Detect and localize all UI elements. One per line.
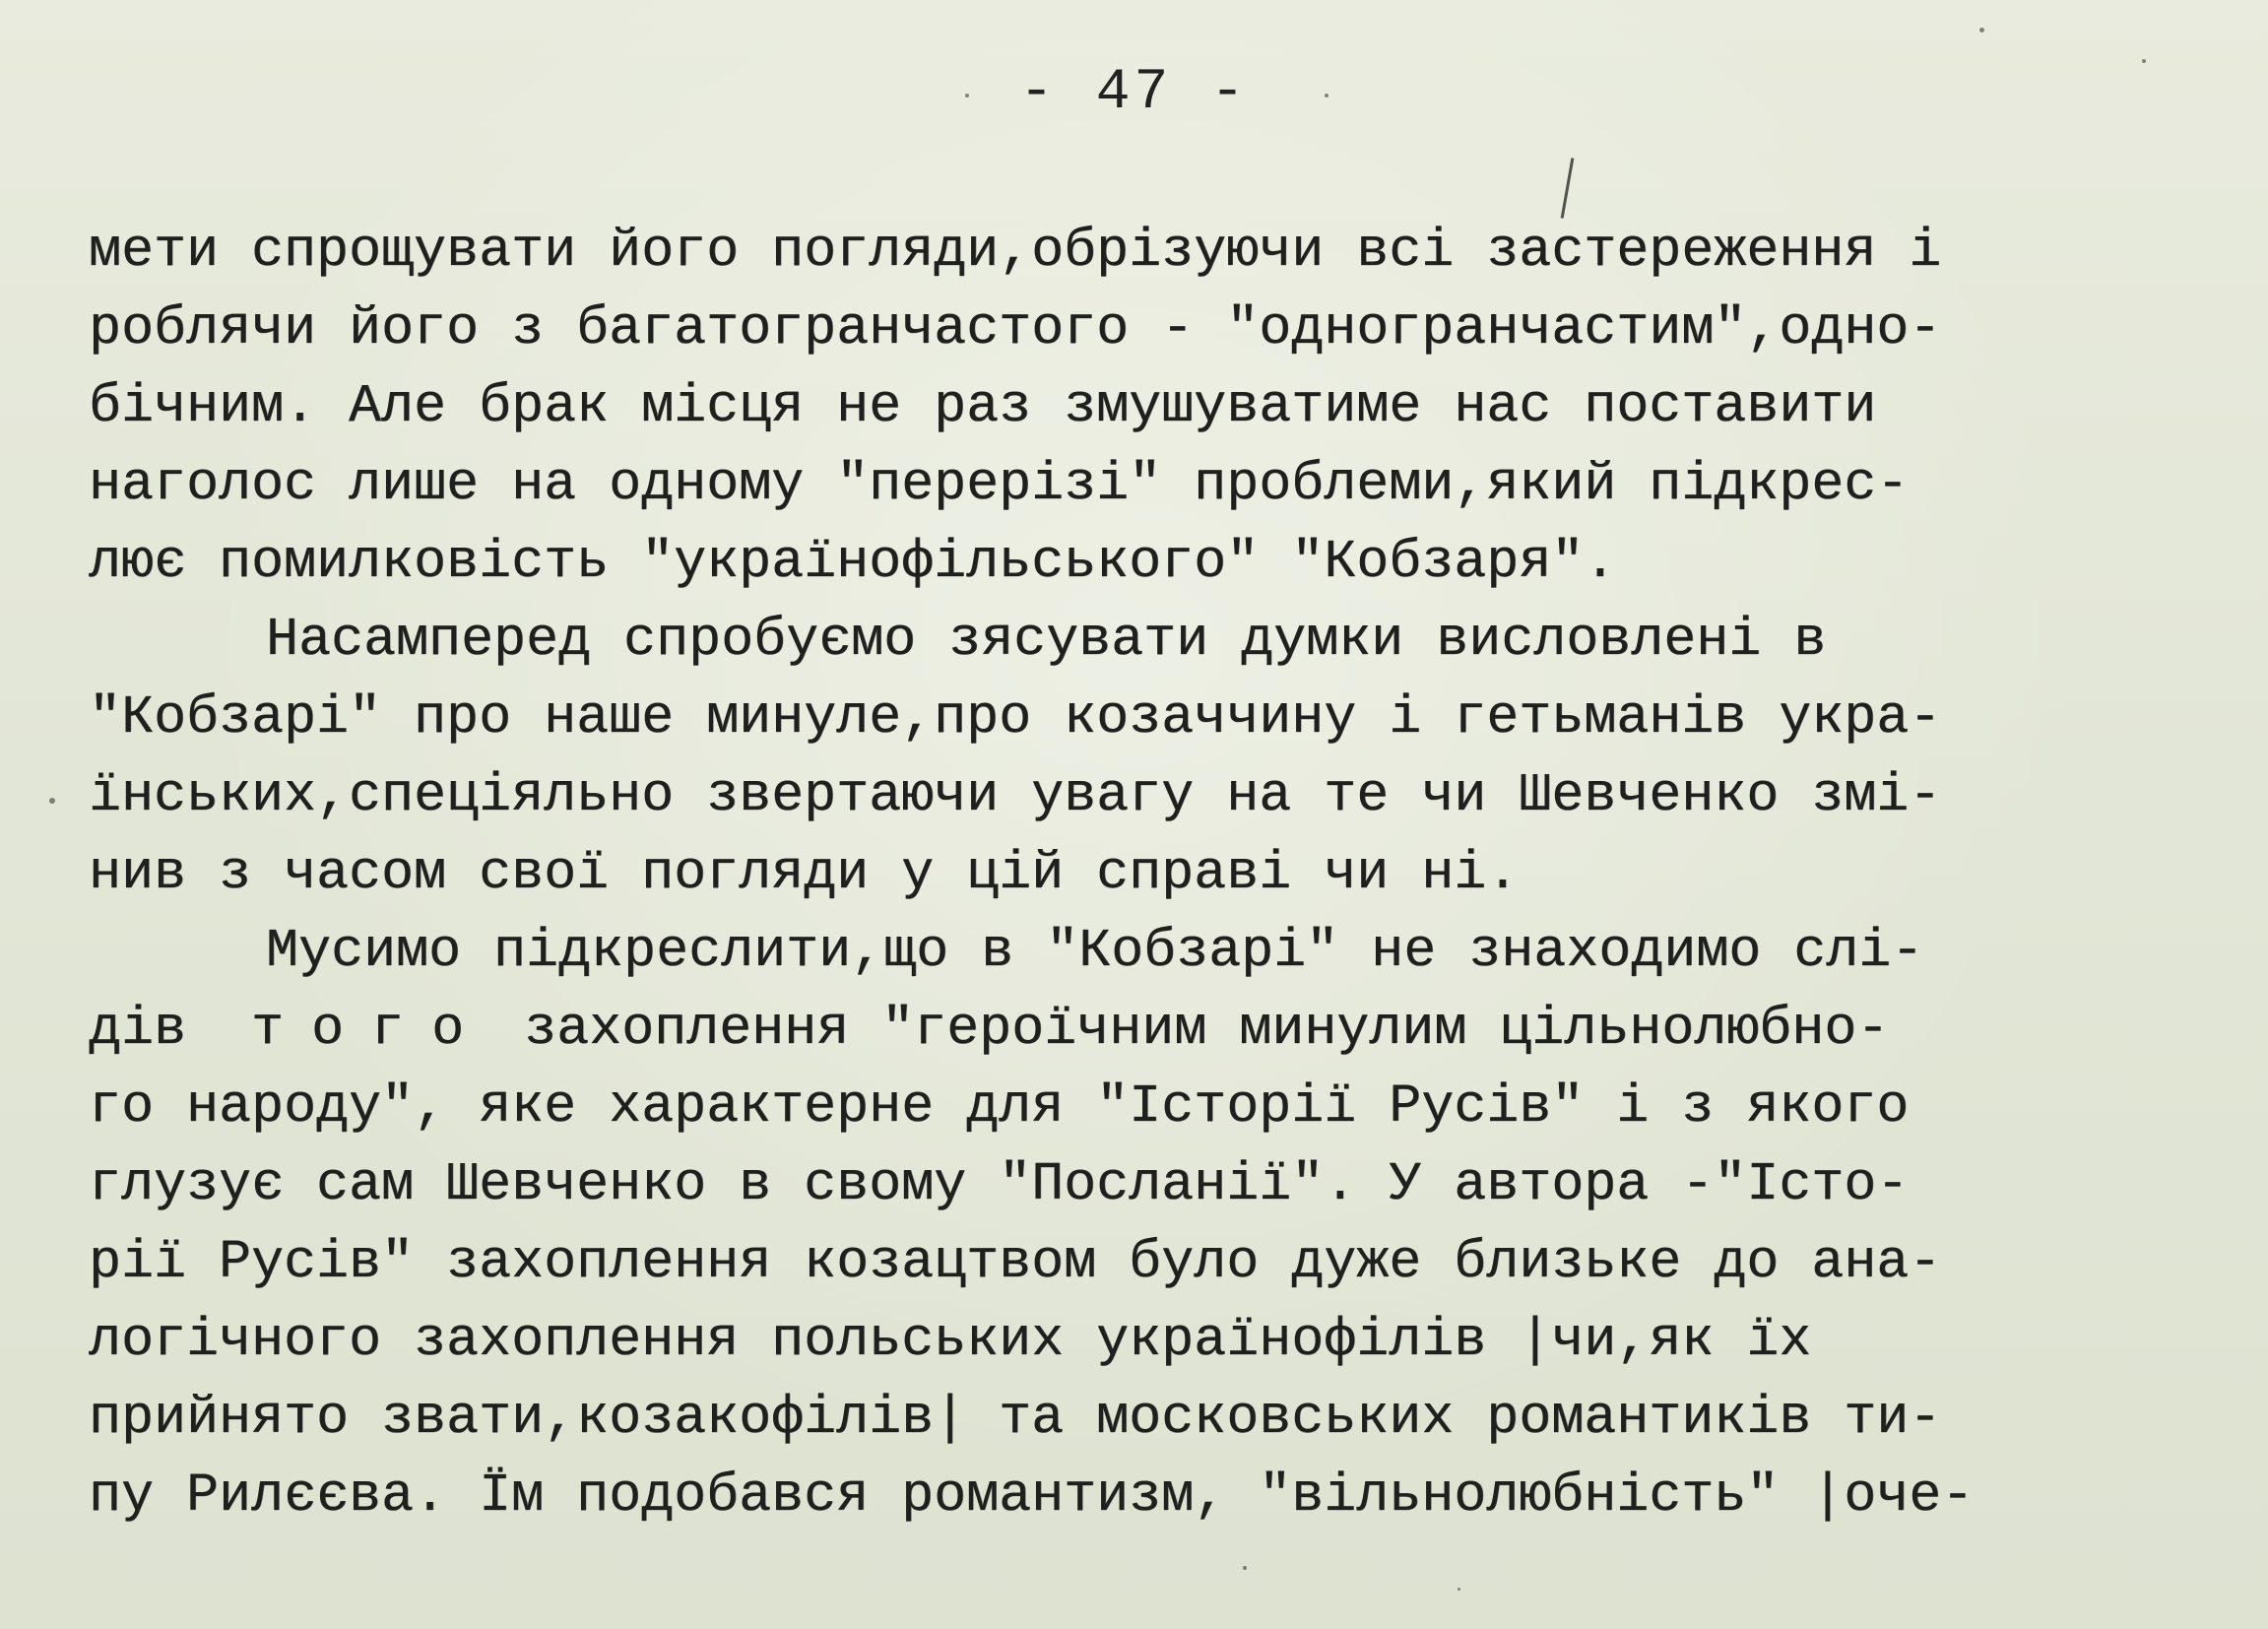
paragraph-start-line: Мусимо підкреслити,що в "Кобзарі" не знаходимо слі- — [266, 920, 1924, 982]
page-number: - 47 - — [1019, 61, 1249, 125]
text-line: їнських,спеціяльно звертаючи увагу на те чи Шевченко змі- — [89, 764, 1942, 826]
text-line: го народу", яке характерне для "Історії Русів" і з якого — [89, 1075, 1910, 1138]
paper-speck — [2142, 59, 2146, 63]
paper-speck — [1979, 28, 1984, 33]
paper-speck — [965, 94, 969, 98]
text-fragment: дів — [89, 998, 187, 1060]
text-line: пу Рилєєва. Їм подобався романтизм, "вільнолюбність" |оче- — [89, 1465, 1975, 1527]
text-line: логічного захоплення польських українофілів |чи,як їх — [89, 1309, 1812, 1371]
paper-speck — [1325, 94, 1328, 98]
paper-speck — [1243, 1566, 1247, 1570]
text-line: наголос лише на одному "перерізі" проблеми,який підкрес- — [89, 453, 1910, 515]
paper-speck — [1458, 1588, 1460, 1591]
text-line: мети спрощувати його погляди,обрізуючи всі застереження і — [89, 220, 1942, 282]
pencil-mark — [1561, 158, 1575, 219]
text-line-with-emphasis — [89, 990, 2137, 1068]
paragraph-start-line: Насамперед спробуємо зясувати думки висловлені в — [266, 609, 1827, 671]
text-line: роблячи його з багатогранчастого - "одногранчастим",одно- — [89, 297, 1942, 359]
text-line: глузує сам Шевченко в свому "Посланії". У автора -"Істо- — [89, 1153, 1910, 1215]
text-line: "Кобзарі" про наше минуле,про козаччину і гетьманів укра- — [89, 686, 1942, 749]
text-fragment: захоплення "героїчним минулим цільнолюбно- — [524, 998, 1890, 1060]
text-line: рії Русів" захоплення козацтвом було дуже близьке до ана- — [89, 1231, 1942, 1293]
paper-speck — [49, 798, 55, 804]
text-line: нив з часом свої погляди у цій справі чи ні. — [89, 842, 1520, 904]
text-line: прийнято звати,козакофілів| та московських романтиків ти- — [89, 1387, 1942, 1449]
spaced-emphasis-word: того — [251, 998, 492, 1060]
text-line: лює помилковість "українофільського" "Кобзаря". — [89, 531, 1617, 593]
body-text — [89, 212, 2137, 1534]
text-line: бічним. Але брак місця не раз змушуватиме нас поставити — [89, 375, 1877, 437]
